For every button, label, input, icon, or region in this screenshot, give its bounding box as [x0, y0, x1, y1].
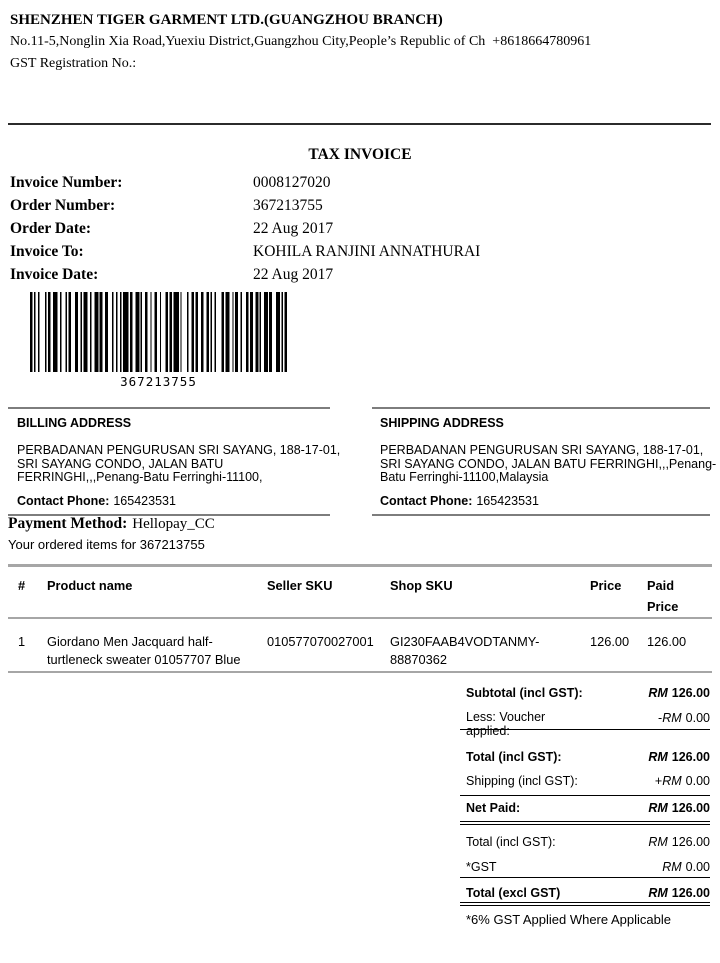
net-paid-label: Net Paid: — [466, 801, 521, 815]
order-barcode-text: 367213755 — [120, 374, 197, 389]
shipping-fee-label: Shipping (incl GST): — [466, 774, 578, 788]
header-price: Price — [590, 578, 622, 593]
net-paid-row — [460, 796, 710, 821]
total-excl-gst-label: Total (excl GST) — [466, 886, 561, 900]
invoice-to-value: KOHILA RANJINI ANNATHURAI — [253, 243, 481, 260]
item-row — [8, 619, 712, 673]
shipping-contact-phone — [380, 494, 710, 508]
seller-gst-registration: GST Registration No.: — [10, 56, 137, 71]
voucher-value: -RM 0.00 — [658, 711, 710, 725]
invoice-date-value: 22 Aug 2017 — [253, 266, 334, 283]
item-seller-sku: 010577070027001 — [267, 634, 374, 649]
invoice-number-label: Invoice Number: — [10, 174, 123, 191]
billing-contact-phone — [17, 494, 330, 508]
shipping-contact-value: 165423531 — [476, 493, 539, 508]
item-price: 126.00 — [590, 634, 630, 649]
total-excl-gst-row — [460, 878, 710, 902]
invoice-date-label: Invoice Date: — [10, 266, 99, 283]
invoice-title: TAX INVOICE — [308, 146, 412, 163]
summary-total-incl-label: Total (incl GST): — [466, 835, 556, 849]
summary-total-incl-value: RM 126.00 — [648, 835, 710, 849]
item-paid-price: 126.00 — [647, 634, 687, 649]
item-product-name: Giordano Men Jacquard half-turtleneck sweater 01057707 Blue — [47, 634, 241, 667]
order-date-value: 22 Aug 2017 — [253, 220, 334, 237]
seller-address: No.11-5,Nonglin Xia Road,Yuexiu District,Guangzhou City,People’s Republic of Ch +8618664780961 — [10, 34, 592, 49]
subtotal-label: Subtotal (incl GST): — [466, 686, 583, 700]
billing-contact-label: Contact Phone: — [17, 493, 110, 508]
invoice-number-row — [10, 171, 480, 194]
voucher-label: Less: Voucher applied: — [466, 710, 546, 738]
billing-address-line: FERRINGHI,,,Penang-Batu Ferringhi-11100, — [17, 470, 263, 484]
header-divider — [8, 123, 711, 125]
items-table-header — [8, 567, 712, 619]
total-incl-gst-label: Total (incl GST): — [466, 750, 562, 764]
seller-name: SHENZHEN TIGER GARMENT LTD.(GUANGZHOU BRANCH) — [10, 12, 443, 28]
invoice-date-row — [10, 263, 480, 286]
voucher-row — [460, 708, 710, 738]
invoice-to-label: Invoice To: — [10, 243, 84, 260]
shipping-fee-row — [460, 771, 710, 796]
header-paid-price: Paid Price — [647, 578, 679, 614]
item-shop-sku: GI230FAAB4VODTANMY-88870362 — [390, 634, 540, 667]
items-table — [8, 564, 712, 673]
payment-method-value: Hellopay_CC — [132, 516, 215, 532]
totals-section — [460, 673, 710, 927]
order-barcode-image — [30, 292, 287, 372]
order-number-label: Order Number: — [10, 197, 116, 214]
ordered-items-intro: Your ordered items for 367213755 — [8, 537, 205, 552]
invoice-to-row — [10, 240, 480, 263]
order-date-row — [10, 217, 480, 240]
gst-footnote: *6% GST Applied Where Applicable — [466, 912, 671, 927]
header-shop-sku: Shop SKU — [390, 578, 453, 593]
billing-address-title: BILLING ADDRESS — [17, 416, 132, 430]
payment-method — [8, 515, 215, 533]
item-num: 1 — [18, 634, 26, 649]
total-incl-gst-value: RM 126.00 — [648, 750, 710, 764]
shipping-contact-label: Contact Phone: — [380, 493, 473, 508]
header-num: # — [18, 578, 26, 593]
billing-contact-value: 165423531 — [113, 493, 176, 508]
order-number-value: 367213755 — [253, 197, 323, 214]
header-product-name: Product name — [47, 578, 133, 593]
order-date-label: Order Date: — [10, 220, 92, 237]
shipping-address-line: PERBADANAN PENGURUSAN SRI SAYANG, 188-17-01, — [380, 443, 704, 457]
invoice-meta-fields — [10, 171, 480, 286]
net-paid-value: RM 126.00 — [648, 801, 710, 815]
seller-info — [10, 9, 591, 75]
shipping-fee-value: +RM 0.00 — [654, 774, 710, 788]
invoice-number-value: 0008127020 — [253, 174, 331, 191]
header-seller-sku: Seller SKU — [267, 578, 333, 593]
billing-address-line: SRI SAYANG CONDO, JALAN BATU — [17, 456, 224, 471]
billing-address-lines — [17, 443, 341, 485]
gst-row — [460, 850, 710, 878]
billing-address-section — [8, 407, 341, 516]
total-excl-gst-value: RM 126.00 — [648, 886, 710, 900]
shipping-address-line: Batu Ferringhi-11100,Malaysia — [380, 470, 549, 484]
payment-method-label: Payment Method: — [8, 515, 128, 532]
subtotal-value: RM 126.00 — [648, 686, 710, 700]
gst-value: RM 0.00 — [662, 860, 710, 874]
shipping-address-section — [372, 407, 717, 516]
shipping-address-line: SRI SAYANG CONDO, JALAN BATU FERRINGHI,,,Penang- — [380, 456, 717, 471]
billing-address-line: PERBADANAN PENGURUSAN SRI SAYANG, 188-17-01, — [17, 443, 341, 457]
shipping-address-title: SHIPPING ADDRESS — [380, 416, 504, 430]
order-number-row — [10, 194, 480, 217]
summary-total-incl-row — [460, 825, 710, 850]
shipping-address-lines — [380, 443, 717, 485]
subtotal-row — [460, 673, 710, 708]
gst-label: *GST — [466, 860, 497, 874]
